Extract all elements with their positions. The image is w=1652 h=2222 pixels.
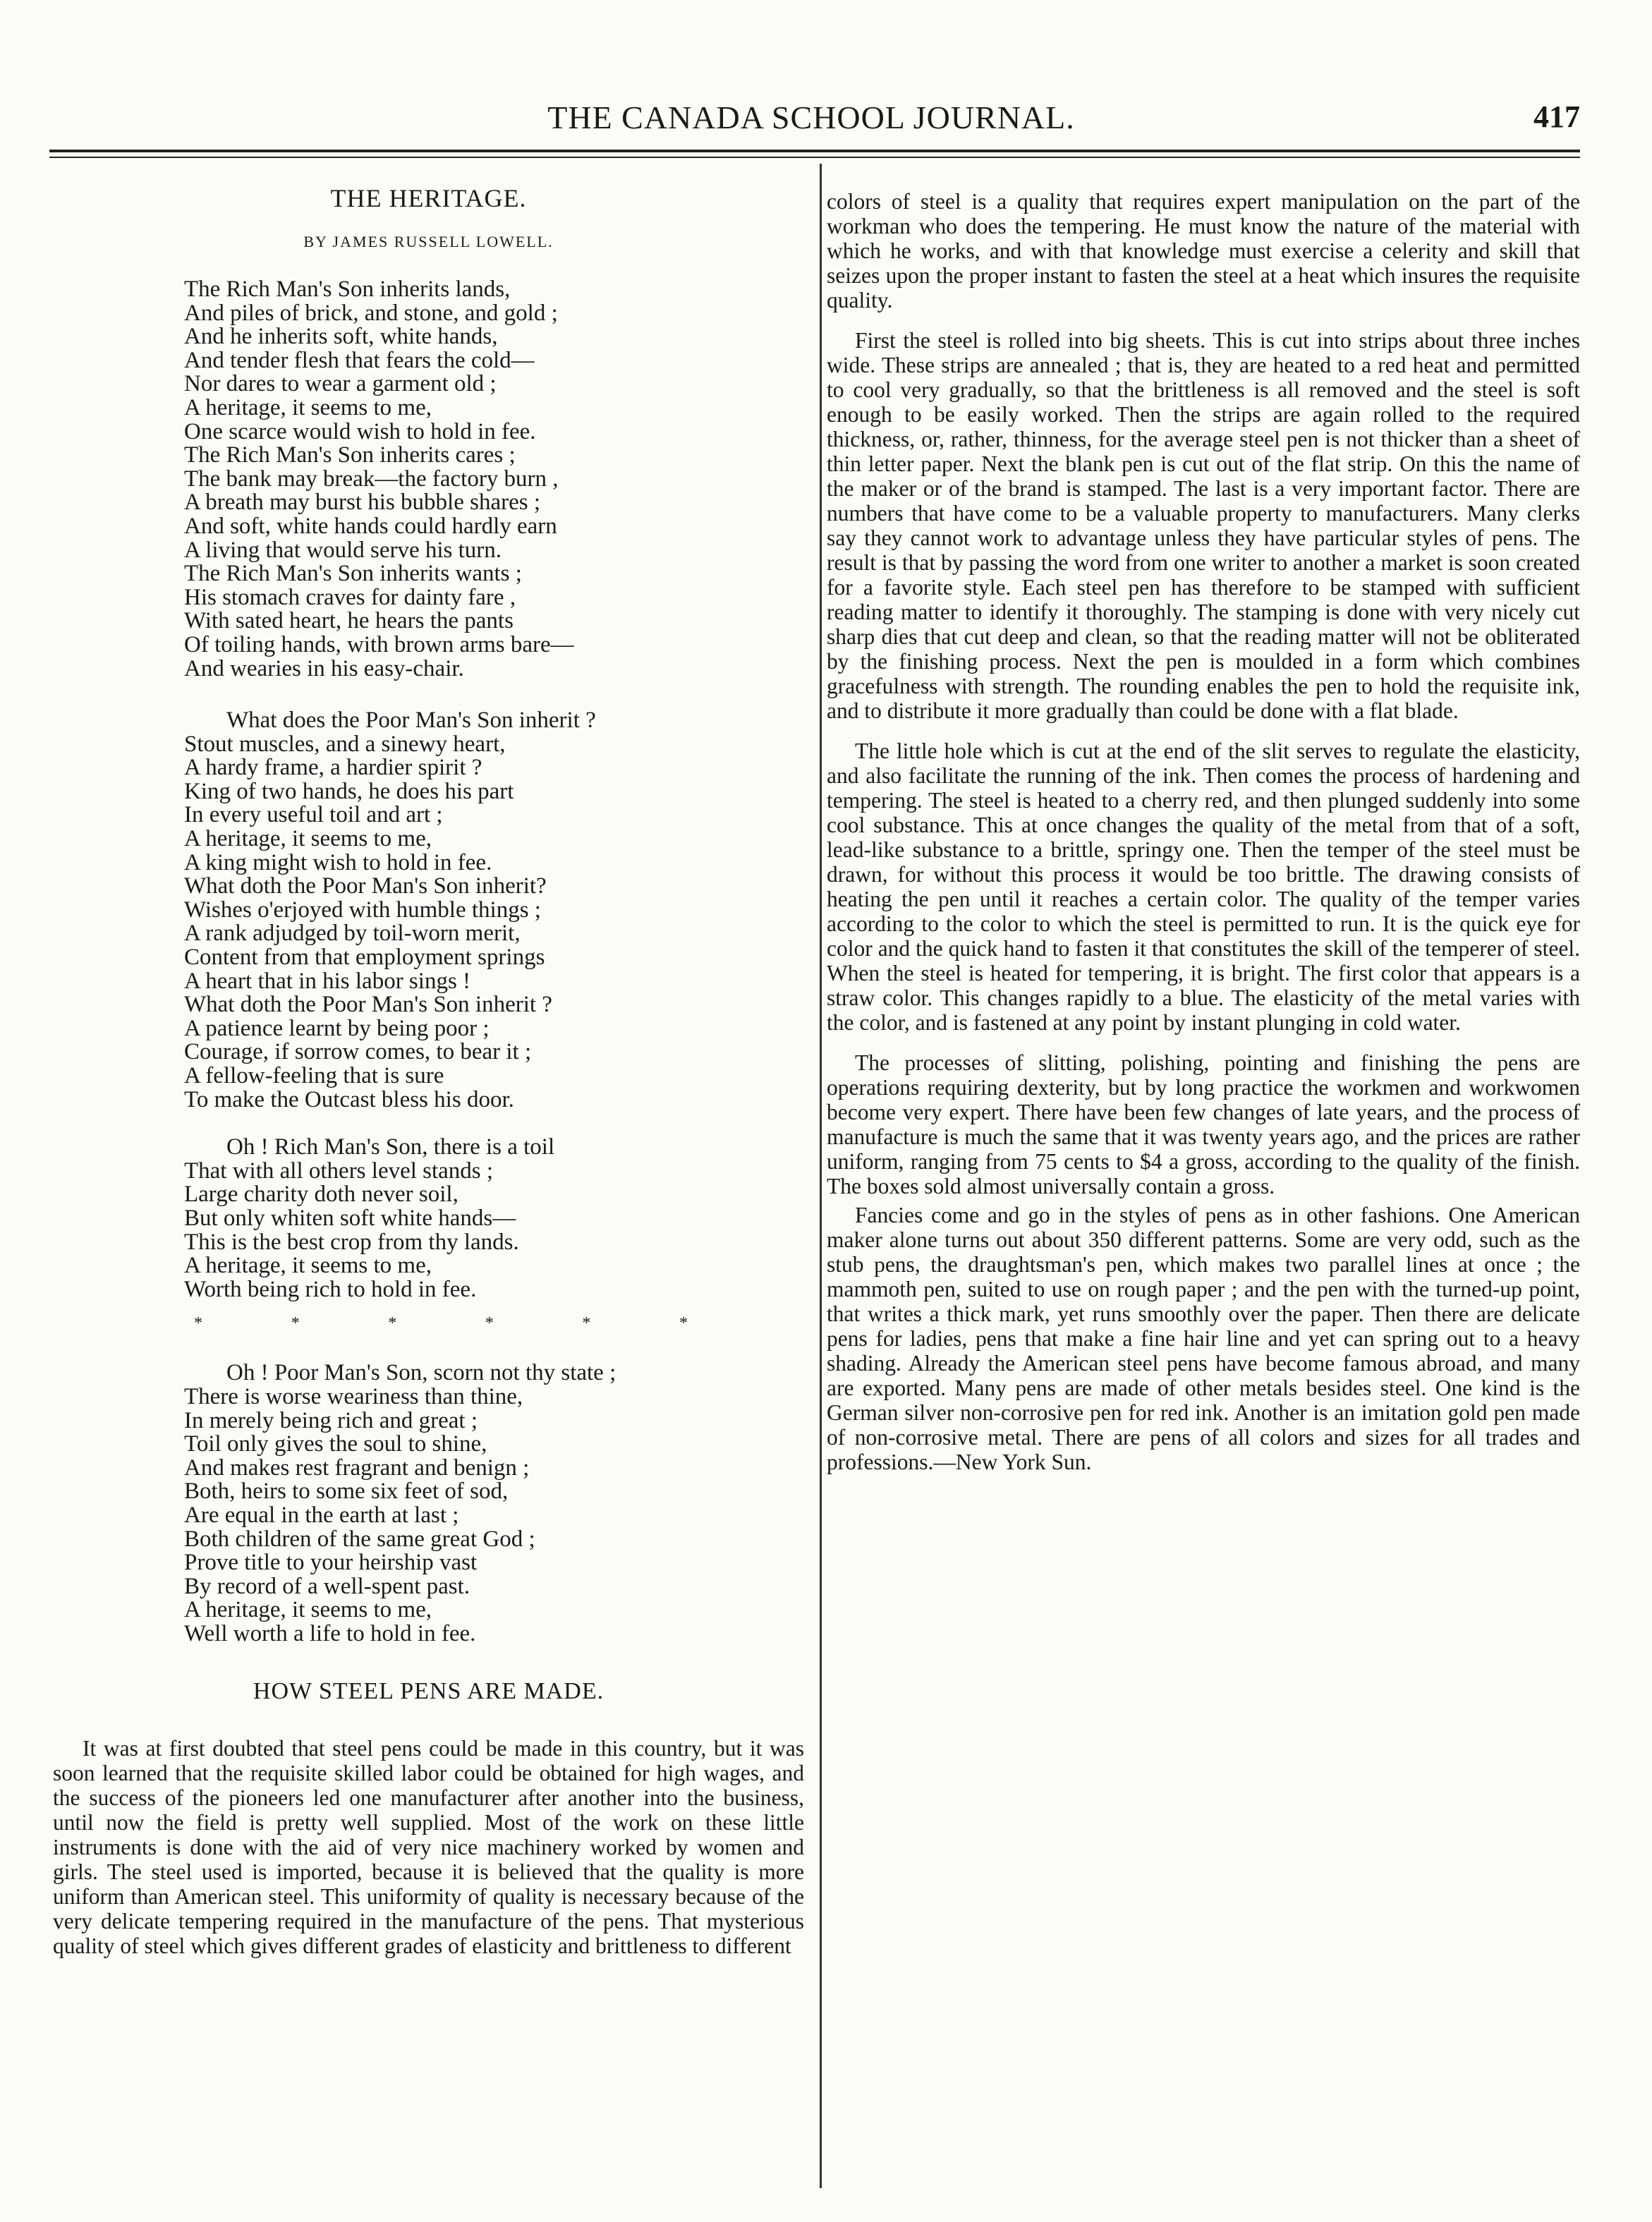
poem-line: A heritage, it seems to me, [184, 1597, 432, 1623]
right-column [827, 189, 1580, 1474]
poem-line: This is the best crop from thy lands. [184, 1229, 519, 1255]
poem-line: And he inherits soft, white hands, [184, 324, 498, 350]
poem-line: Stout muscles, and a sinewy heart, [184, 731, 506, 757]
poem-title: THE HERITAGE. [330, 184, 527, 212]
column-divider [820, 164, 822, 2188]
poem-line: But only whiten soft white hands— [184, 1205, 516, 1231]
poem-line: Wishes o'erjoyed with humble things ; [184, 897, 541, 923]
poem-line: A rank adjudged by toil-worn merit, [184, 921, 521, 947]
star: * [679, 1314, 688, 1333]
star: * [388, 1314, 397, 1333]
poem-line: The Rich Man's Son inherits wants ; [184, 561, 522, 587]
poem-line: Of toiling hands, with brown arms bare— [184, 631, 574, 657]
poem-line: A heritage, it seems to me, [184, 826, 432, 852]
poem-line: A patience learnt by being poor ; [184, 1015, 490, 1041]
poem-line: And makes rest fragrant and benign ; [184, 1455, 530, 1481]
poem-stanza [184, 1136, 804, 1301]
poem-stanza [184, 278, 804, 681]
poem-line: The Rich Man's Son inherits lands, [184, 277, 511, 302]
poem-line: One scarce would wish to hold in fee. [184, 418, 536, 444]
poem-line: Prove title to your heirship vast [184, 1550, 478, 1576]
poem-line: A heritage, it seems to me, [184, 1253, 432, 1279]
poem-line: Courage, if sorrow comes, to bear it ; [184, 1039, 532, 1065]
article-paragraph: It was at first doubted that steel pens could be made in this country, but it was soon learned that the requisite skilled labor could be obtained for high wages, and the success of the pioneers led one manufacturer after another into the business, until now the field is pretty well supplied. Most of the work on these little instruments is done with the aid of very nice machinery worked by women and girls. The steel used is imported, because it is believed that the quality is more uniform than American steel. This uniformity of quality is necessary because of the very delicate tempering required in the manufacture of the pens. That mysterious quality of steel which gives different grades of elasticity and brittleness to different [53, 1736, 804, 1959]
poem-line: What doth the Poor Man's Son inherit? [184, 873, 547, 899]
poem-line: Both children of the same great God ; [184, 1526, 535, 1552]
poem-line: Toil only gives the soul to shine, [184, 1431, 487, 1457]
poem-line: And soft, white hands could hardly earn [184, 513, 557, 539]
poem-line: To make the Outcast bless his door. [184, 1086, 514, 1112]
poem-line: The Rich Man's Son inherits cares ; [184, 442, 516, 468]
poem-byline: BY JAMES RUSSELL LOWELL. [303, 233, 554, 250]
poem-line: Well worth a life to hold in fee. [184, 1620, 476, 1646]
left-column [53, 176, 804, 1981]
poem-line: Both, heirs to some six feet of sod, [184, 1479, 509, 1505]
poem-line: A hardy frame, a hardier spirit ? [184, 755, 482, 781]
poem-line: King of two hands, he does his part [184, 778, 514, 804]
poem-line: And tender flesh that fears the cold— [184, 347, 535, 373]
section-stars [194, 1314, 688, 1333]
page-header [42, 99, 1580, 148]
article-paragraph: Fancies come and go in the styles of pens as in other fashions. One American maker alone turns out about 350 different patterns. Some are very odd, such as the stub pens, the draughtsman's pen, which makes two parallel lines at once ; the mammoth pen, suited to use on rough paper ; and the pen with the turned-up point, that writes a thick mark, yet runs smoothly over the paper. Then there are delicate pens for ladies, pens that make a fine hair line and yet can spring out to a heavy shading. Already the American steel pens have become famous abroad, and many are exported. Many pens are made of other metals besides steel. One kind is the German silver non-corrosive pen for red ink. Another is an imitation gold pen made of non-corrosive metal. There are pens of all colors and sizes for all trades and professions.—New York Sun. [827, 1203, 1580, 1474]
poem-line: A heritage, it seems to me, [184, 394, 432, 420]
poem-line: A breath may burst his bubble shares ; [184, 490, 540, 516]
poem-line: What doth the Poor Man's Son inherit ? [184, 992, 552, 1018]
header-rule-thick [49, 150, 1580, 152]
poem-line: Large charity doth never soil, [184, 1182, 458, 1208]
star: * [485, 1314, 494, 1333]
star: * [194, 1314, 202, 1333]
poem-line: A king might wish to hold in fee. [184, 849, 492, 875]
page-number: 417 [1533, 99, 1580, 134]
poem-line: That with all others level stands ; [184, 1158, 494, 1184]
star: * [582, 1314, 591, 1333]
article-paragraph: First the steel is rolled into big sheets. This is cut into strips about three inches wide. These strips are annealed ; that is, they are heated to a red heat and permitted to cool very gradually, so that the brittleness is all removed and the steel is soft enough to be easily worked. Then the strips are again rolled to the required thickness, or, rather, thinness, for the average steel pen is not thicker than a sheet of thin letter paper. Next the blank pen is cut out of the flat strip. On this the name of the maker or of the brand is stamped. The last is a very important factor. There are numbers that have come to be a valuable property to manufacturers. Many clerks say they cannot work to advantage unless they have particular styles of pens. The result is that by passing the word from one writer to another a market is soon created for a favorite style. Each steel pen has therefore to be stamped with sufficient reading matter to identify it thoroughly. The stamping is done with very nicely cut sharp dies that cut deep and clean, so that the reading matter will not be obliterated by the finishing process. Next the pen is moulded in a form which combines gracefulness with strength. The rounding enables the pen to hold the requisite ink, and to distribute it more gradually than could be done with a flat blade. [827, 328, 1580, 723]
poem-line: There is worse weariness than thine, [184, 1383, 523, 1409]
poem-line: The bank may break—the factory burn , [184, 466, 559, 492]
header-rule-thin [49, 157, 1580, 158]
poem-line: A fellow-feeling that is sure [184, 1063, 444, 1088]
poem-stanza [184, 1361, 804, 1646]
poem-line: And piles of brick, and stone, and gold ; [184, 300, 558, 326]
poem-line: With sated heart, he hears the pants [184, 608, 514, 634]
poem-line: A living that would serve his turn. [184, 537, 502, 563]
poem-line: Oh ! Rich Man's Son, there is a toil [226, 1134, 555, 1160]
poem-line: By record of a well-spent past. [184, 1573, 470, 1599]
poem-line: In merely being rich and great ; [184, 1407, 478, 1433]
poem-line: In every useful toil and art ; [184, 802, 443, 828]
poem-line: Are equal in the earth at last ; [184, 1502, 459, 1528]
poem-line: Worth being rich to hold in fee. [184, 1276, 477, 1302]
poem-line: And wearies in his easy-chair. [184, 655, 464, 681]
article-paragraph: The processes of slitting, polishing, pointing and finishing the pens are operations requiring dexterity, but by long practice the workmen and workwomen become very expert. There have been few changes of late years, and the process of manufacture is much the same that it was twenty years ago, and the prices are rather uniform, ranging from 75 cents to $4 a gross, according to the quality of the finish. The boxes sold almost universally contain a gross. [827, 1050, 1580, 1198]
article-title: HOW STEEL PENS ARE MADE. [253, 1678, 605, 1705]
poem-line: Nor dares to wear a garment old ; [184, 371, 497, 397]
article-paragraph: colors of steel is a quality that requires expert manipulation on the part of the workman who does the tempering. He must know the nature of the material with which he works, and with that knowledge must exercise a celerity and skill that seizes upon the proper instant to fasten the steel at a heat which insures the requisite quality. [827, 189, 1580, 312]
poem-line: What does the Poor Man's Son inherit ? [226, 708, 596, 734]
star: * [291, 1314, 300, 1333]
poem-line: Content from that employment springs [184, 945, 545, 971]
article-paragraph: The little hole which is cut at the end of the slit serves to regulate the elasticity, and also facilitate the running of the ink. Then comes the process of hardening and tempering. The steel is heated to a cherry red, and then plunged suddenly into some cool substance. This at once changes the quality of the metal from that of a soft, lead-like substance to a brittle, springy one. Then the temper of the steel must be drawn, for without this process it would be too brittle. The drawing consists of heating the pen until it reaches a certain color. The quality of the temper varies according to the color to which the steel is permitted to run. It is the quick eye for color and the quick hand to fasten it that constitutes the skill of the temperer of steel. When the steel is heated for tempering, it is bright. The first color that appears is a straw color. This changes rapidly to a blue. The elasticity of the metal varies with the color, and is fastened at any point by instant plunging in cold water. [827, 739, 1580, 1035]
poem-line: His stomach craves for dainty fare , [184, 584, 516, 610]
poem-line: Oh ! Poor Man's Son, scorn not thy state ; [226, 1360, 617, 1386]
journal-title: THE CANADA SCHOOL JOURNAL. [547, 99, 1075, 135]
poem-line: A heart that in his labor sings ! [184, 968, 471, 994]
poem-stanza [184, 709, 804, 1112]
